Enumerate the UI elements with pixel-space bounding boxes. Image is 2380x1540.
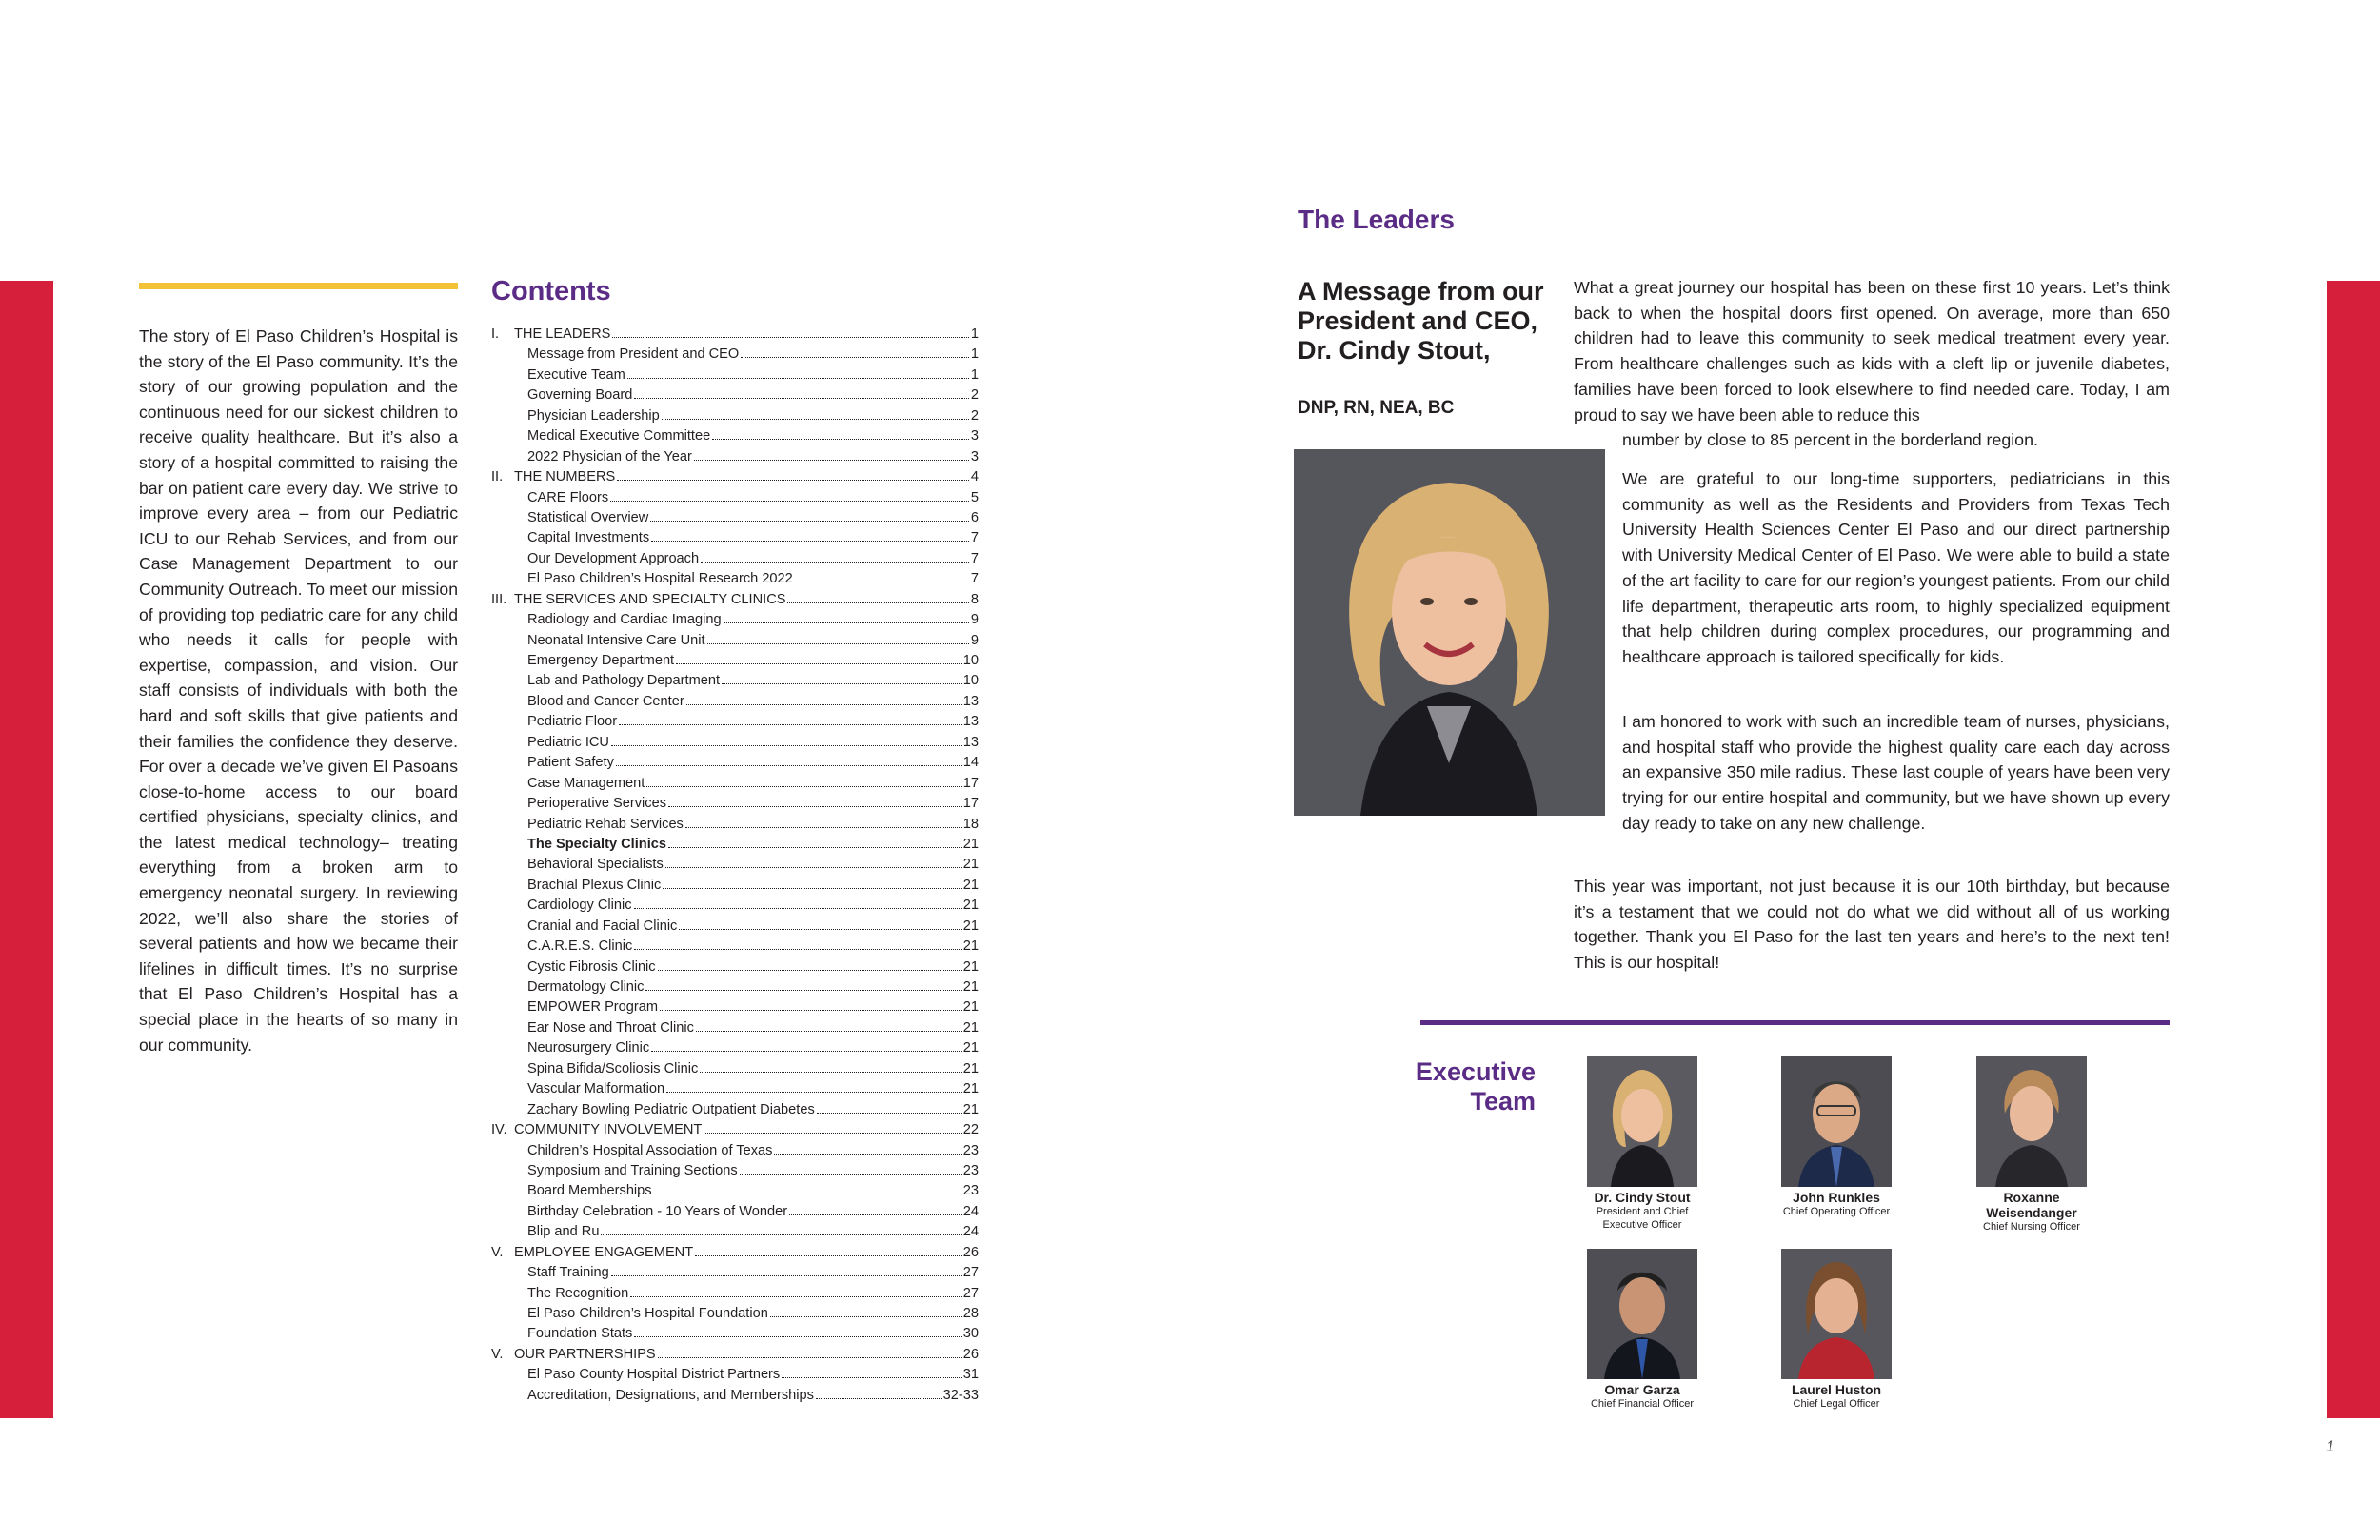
toc-row bbox=[491, 1245, 979, 1265]
toc-leader-dots bbox=[658, 969, 962, 971]
toc-page-number: 30 bbox=[962, 1326, 979, 1342]
toc-label: Executive Team bbox=[527, 366, 625, 383]
toc-page-number: 1 bbox=[970, 326, 979, 342]
toc-section-number: III. bbox=[491, 591, 507, 607]
toc-page-number: 6 bbox=[970, 509, 979, 525]
toc-leader-dots bbox=[627, 377, 969, 379]
toc-leader-dots bbox=[611, 1274, 962, 1276]
toc-label: Symposium and Training Sections bbox=[527, 1162, 738, 1178]
toc-row bbox=[491, 367, 979, 387]
toc-leader-dots bbox=[651, 1050, 962, 1052]
toc-leader-dots bbox=[662, 418, 969, 420]
toc-row bbox=[491, 326, 979, 346]
toc-leader-dots bbox=[712, 438, 969, 440]
toc-label: C.A.R.E.S. Clinic bbox=[527, 938, 633, 955]
toc-page-number: 21 bbox=[962, 999, 979, 1016]
toc-row bbox=[491, 1224, 979, 1244]
toc-page-number: 1 bbox=[970, 366, 979, 383]
toc-label: Spina Bifida/Scoliosis Clinic bbox=[527, 1060, 699, 1076]
exec-role: Chief Operating Officer bbox=[1782, 1206, 1891, 1217]
toc-section-number: I. bbox=[491, 326, 500, 342]
toc-leader-dots bbox=[816, 1397, 942, 1399]
toc-page-number: 14 bbox=[962, 755, 979, 771]
toc-leader-dots bbox=[782, 1376, 962, 1378]
toc-row bbox=[491, 469, 979, 489]
toc-row bbox=[491, 714, 979, 734]
toc-label: Statistical Overview bbox=[527, 509, 649, 525]
toc-leader-dots bbox=[654, 1193, 962, 1194]
toc-label: Capital Investments bbox=[527, 530, 650, 546]
left-red-bar bbox=[0, 281, 53, 1418]
toc-leader-dots bbox=[645, 989, 961, 991]
toc-leader-dots bbox=[668, 846, 962, 848]
toc-leader-dots bbox=[658, 1356, 962, 1358]
toc-label: THE LEADERS bbox=[514, 326, 611, 342]
toc-leader-dots bbox=[694, 459, 969, 461]
toc-label: Cranial and Facial Clinic bbox=[527, 918, 678, 934]
exec-name: John Runkles bbox=[1793, 1190, 1880, 1205]
exec-name: Laurel Huston bbox=[1791, 1382, 1882, 1397]
toc-page-number: 17 bbox=[962, 775, 979, 791]
toc-label: Zachary Bowling Pediatric Outpatient Diabetes bbox=[527, 1101, 815, 1117]
toc-leader-dots bbox=[686, 703, 962, 705]
page-number: 1 bbox=[2326, 1437, 2335, 1455]
toc-leader-dots bbox=[770, 1315, 962, 1317]
toc-page-number: 21 bbox=[962, 898, 979, 914]
executive-divider bbox=[1420, 1020, 2170, 1025]
exec-role: Chief Financial Officer bbox=[1590, 1398, 1694, 1410]
toc-row bbox=[491, 918, 979, 938]
toc-label: Dermatology Clinic bbox=[527, 979, 645, 995]
toc-leader-dots bbox=[707, 642, 969, 644]
toc-leader-dots bbox=[634, 1335, 961, 1337]
toc-row bbox=[491, 1020, 979, 1040]
toc-leader-dots bbox=[665, 866, 962, 868]
toc-page-number: 2 bbox=[970, 387, 979, 404]
toc-page-number: 23 bbox=[962, 1183, 979, 1199]
toc-page-number: 9 bbox=[970, 612, 979, 628]
toc-leader-dots bbox=[634, 397, 969, 399]
toc-leader-dots bbox=[630, 1295, 961, 1297]
toc-page-number: 21 bbox=[962, 836, 979, 852]
toc-label: Governing Board bbox=[527, 387, 633, 404]
toc-page-number: 21 bbox=[962, 857, 979, 873]
toc-label: Blood and Cancer Center bbox=[527, 693, 684, 709]
exec-photo-garza bbox=[1587, 1249, 1697, 1379]
intro-text: The story of El Paso Children’s Hospital is the story of the El Paso community. It’s the story of our growing population and the continuous need for our sickest children to receive quality healthcare. But it’s also a story of a hospital committed to raising the bar on patient care every day. We strive to improve every area – from our Pediatric ICU to our Rehab Services, and from our Case Management Department to our Community Outreach. To meet our mission of providing top pediatric care for any child who needs it calls for people with expertise, compassion, and vision. Our staff consists of individuals with both the hard and soft skills that give patients and their families the confidence they deserve. For over a decade we’ve given El Pasoans close-to-home access to our board certified physicians, specialty clinics, and the latest medical technology– treating everything from a broken arm to emergency neonatal surgery. In reviewing 2022, we’ll also share the stories of several patients and how we became their lifelines in difficult times. It’s no surprise that El Paso Children’s Hospital has a special place in the hearts of so many in our community. bbox=[139, 326, 458, 1055]
toc-page-number: 7 bbox=[970, 550, 979, 566]
toc-label: Children’s Hospital Association of Texas bbox=[527, 1142, 773, 1158]
exec-card-garza bbox=[1576, 1249, 1709, 1411]
toc-label: Message from President and CEO bbox=[527, 346, 740, 363]
toc-leader-dots bbox=[741, 356, 969, 358]
toc-row bbox=[491, 755, 979, 775]
toc-row bbox=[491, 449, 979, 469]
toc-row bbox=[491, 1061, 979, 1081]
toc-row bbox=[491, 551, 979, 571]
toc-leader-dots bbox=[676, 662, 962, 664]
executive-team-title: Executive Team bbox=[1415, 1057, 1536, 1116]
toc-label: Staff Training bbox=[527, 1265, 609, 1281]
toc-row bbox=[491, 1040, 979, 1060]
toc-leader-dots bbox=[724, 622, 969, 623]
toc-page-number: 21 bbox=[962, 979, 979, 995]
toc-section-number: V. bbox=[491, 1244, 504, 1260]
toc-label: EMPOWER Program bbox=[527, 999, 659, 1016]
toc-label: 2022 Physician of the Year bbox=[527, 448, 692, 464]
toc-label: Vascular Malformation bbox=[527, 1081, 665, 1097]
toc-page-number: 27 bbox=[962, 1285, 979, 1301]
toc-row bbox=[491, 999, 979, 1019]
toc-label: Brachial Plexus Clinic bbox=[527, 877, 662, 893]
leaders-title: The Leaders bbox=[1298, 205, 1455, 234]
toc-page-number: 21 bbox=[962, 918, 979, 934]
toc-label: OUR PARTNERSHIPS bbox=[514, 1346, 656, 1362]
toc-page-number: 21 bbox=[962, 1081, 979, 1097]
toc-label: CARE Floors bbox=[527, 489, 609, 505]
toc-page-number: 32-33 bbox=[942, 1387, 979, 1403]
toc-label: Perioperative Services bbox=[527, 796, 667, 812]
toc-leader-dots bbox=[701, 561, 969, 563]
toc-leader-dots bbox=[650, 520, 969, 522]
toc-section-number: IV. bbox=[491, 1122, 507, 1138]
toc-label: Cystic Fibrosis Clinic bbox=[527, 958, 656, 975]
toc-leader-dots bbox=[617, 479, 969, 481]
toc-row bbox=[491, 428, 979, 448]
toc-page-number: 10 bbox=[962, 673, 979, 689]
toc-leader-dots bbox=[696, 1030, 962, 1032]
toc-label: Accreditation, Designations, and Memberships bbox=[527, 1387, 814, 1403]
toc-page-number: 5 bbox=[970, 489, 979, 505]
toc-row bbox=[491, 1163, 979, 1183]
toc-label: Neurosurgery Clinic bbox=[527, 1040, 650, 1056]
toc-label: El Paso County Hospital District Partners bbox=[527, 1367, 781, 1383]
exec-card-runkles bbox=[1770, 1056, 1903, 1218]
toc-leader-dots bbox=[616, 764, 962, 766]
toc-leader-dots bbox=[795, 581, 969, 582]
toc-page-number: 31 bbox=[962, 1367, 979, 1383]
toc-row bbox=[491, 571, 979, 591]
toc-page-number: 21 bbox=[962, 1040, 979, 1056]
toc-page-number: 2 bbox=[970, 407, 979, 424]
toc-row bbox=[491, 817, 979, 837]
toc-page-number: 21 bbox=[962, 877, 979, 893]
toc-page-number: 28 bbox=[962, 1306, 979, 1321]
toc-page-number: 8 bbox=[970, 591, 979, 607]
toc-label: Our Development Approach bbox=[527, 550, 700, 566]
toc-page-number: 24 bbox=[962, 1203, 979, 1219]
toc-row bbox=[491, 490, 979, 510]
toc-leader-dots bbox=[679, 928, 961, 930]
exec-photo-huston bbox=[1781, 1249, 1892, 1379]
toc-row bbox=[491, 1326, 979, 1346]
toc-row bbox=[491, 735, 979, 755]
toc-page-number: 21 bbox=[962, 938, 979, 955]
toc-label: Neonatal Intensive Care Unit bbox=[527, 632, 705, 648]
toc-leader-dots bbox=[651, 540, 969, 542]
toc-row bbox=[491, 1306, 979, 1326]
toc-row bbox=[491, 979, 979, 999]
toc-label: Patient Safety bbox=[527, 755, 614, 771]
toc-page-number: 21 bbox=[962, 1019, 979, 1036]
letter-paragraph-3: I am honored to work with such an incredible team of nurses, physicians, and hospital staff who provide the highest quality care each day across an expansive 350 mile radius. These last couple of years have been very trying for our entire hospital and community, but we have shown up every day ready to take on any new challenge. bbox=[1622, 712, 2170, 833]
table-of-contents bbox=[491, 326, 979, 1408]
toc-label: Pediatric Rehab Services bbox=[527, 816, 684, 832]
toc-row bbox=[491, 1204, 979, 1224]
toc-leader-dots bbox=[685, 826, 962, 828]
toc-page-number: 10 bbox=[962, 653, 979, 668]
toc-label: Board Memberships bbox=[527, 1183, 652, 1199]
toc-page-number: 7 bbox=[970, 571, 979, 587]
toc-page-number: 26 bbox=[962, 1346, 979, 1362]
toc-leader-dots bbox=[646, 785, 961, 787]
toc-label: Medical Executive Committee bbox=[527, 428, 711, 444]
contents-title: Contents bbox=[491, 276, 611, 306]
toc-label: El Paso Children’s Hospital Research 2022 bbox=[527, 571, 793, 587]
toc-label: The Recognition bbox=[527, 1285, 629, 1301]
toc-label: COMMUNITY INVOLVEMENT bbox=[514, 1122, 703, 1138]
toc-row bbox=[491, 1102, 979, 1122]
toc-label: Ear Nose and Throat Clinic bbox=[527, 1019, 694, 1036]
toc-label: Pediatric Floor bbox=[527, 714, 618, 730]
toc-row bbox=[491, 1388, 979, 1408]
message-credentials: DNP, RN, NEA, BC bbox=[1298, 398, 1455, 418]
exec-photo-weisendanger bbox=[1976, 1056, 2087, 1187]
toc-label: The Specialty Clinics bbox=[527, 836, 666, 852]
toc-row bbox=[491, 837, 979, 857]
toc-row bbox=[491, 673, 979, 693]
toc-page-number: 3 bbox=[970, 428, 979, 444]
toc-leader-dots bbox=[695, 1254, 962, 1256]
toc-label: EMPLOYEE ENGAGEMENT bbox=[514, 1244, 694, 1260]
toc-leader-dots bbox=[774, 1153, 961, 1155]
toc-row bbox=[491, 653, 979, 673]
toc-row bbox=[491, 776, 979, 796]
toc-label: Blip and Ru bbox=[527, 1224, 600, 1240]
toc-leader-dots bbox=[634, 948, 961, 950]
toc-row bbox=[491, 1367, 979, 1387]
toc-leader-dots bbox=[789, 1214, 962, 1215]
toc-page-number: 3 bbox=[970, 448, 979, 464]
toc-row bbox=[491, 1347, 979, 1367]
toc-page-number: 1 bbox=[970, 346, 979, 363]
toc-row bbox=[491, 878, 979, 898]
toc-row bbox=[491, 633, 979, 653]
letter-paragraph-4: This year was important, not just because it is our 10th birthday, but because it’s a testament that we could not do what we did without all of us working together. Thank you El Paso for the last ten years and here’s to the next ten! This is our hospital! bbox=[1574, 877, 2170, 973]
exec-name: Roxanne Weisendanger bbox=[1986, 1190, 2077, 1220]
toc-page-number: 26 bbox=[962, 1244, 979, 1260]
letter-paragraph-1a: What a great journey our hospital has been on these first 10 years. Let’s think back to when the hospital doors first opened. On average, more than 650 children had to leave this community to seek medical treatment every year. From healthcare challenges such as kids with a cleft lip or juvenile diabetes, families have been forced to look elsewhere to find needed care. Today, I am proud to say we have been able to reduce this bbox=[1574, 278, 2170, 424]
toc-section-number: V. bbox=[491, 1346, 504, 1362]
toc-leader-dots bbox=[740, 1173, 962, 1175]
toc-page-number: 4 bbox=[970, 469, 979, 485]
toc-label: THE SERVICES AND SPECIALTY CLINICS bbox=[514, 591, 786, 607]
toc-row bbox=[491, 694, 979, 714]
right-red-bar bbox=[2327, 281, 2380, 1418]
toc-row bbox=[491, 1183, 979, 1203]
toc-page-number: 21 bbox=[962, 1060, 979, 1076]
toc-row bbox=[491, 530, 979, 550]
toc-leader-dots bbox=[611, 744, 962, 746]
toc-label: Case Management bbox=[527, 775, 645, 791]
exec-card-weisendanger bbox=[1965, 1056, 2098, 1234]
toc-row bbox=[491, 857, 979, 877]
gold-accent-rule bbox=[139, 283, 458, 289]
toc-leader-dots bbox=[700, 1071, 962, 1073]
toc-label: Birthday Celebration - 10 Years of Wonder bbox=[527, 1203, 788, 1219]
ceo-portrait bbox=[1294, 449, 1605, 816]
toc-row bbox=[491, 959, 979, 979]
toc-leader-dots bbox=[787, 602, 968, 603]
toc-page-number: 7 bbox=[970, 530, 979, 546]
toc-label: El Paso Children’s Hospital Foundation bbox=[527, 1306, 768, 1321]
toc-page-number: 27 bbox=[962, 1265, 979, 1281]
toc-row bbox=[491, 1143, 979, 1163]
toc-page-number: 24 bbox=[962, 1224, 979, 1240]
exec-photo-stout bbox=[1587, 1056, 1697, 1187]
toc-leader-dots bbox=[619, 723, 962, 725]
exec-role: Chief Legal Officer bbox=[1793, 1398, 1880, 1410]
toc-label: Lab and Pathology Department bbox=[527, 673, 721, 689]
toc-label: Physician Leadership bbox=[527, 407, 660, 424]
toc-row bbox=[491, 592, 979, 612]
toc-page-number: 17 bbox=[962, 796, 979, 812]
toc-page-number: 18 bbox=[962, 816, 979, 832]
toc-label: THE NUMBERS bbox=[514, 469, 616, 485]
toc-leader-dots bbox=[601, 1234, 961, 1235]
toc-section-number: II. bbox=[491, 469, 504, 485]
exec-name: Dr. Cindy Stout bbox=[1594, 1190, 1691, 1205]
toc-page-number: 23 bbox=[962, 1142, 979, 1158]
toc-row bbox=[491, 387, 979, 407]
exec-photo-runkles bbox=[1781, 1056, 1892, 1187]
toc-row bbox=[491, 796, 979, 816]
toc-page-number: 13 bbox=[962, 734, 979, 750]
toc-label: Foundation Stats bbox=[527, 1326, 633, 1342]
toc-page-number: 22 bbox=[962, 1122, 979, 1138]
toc-label: Emergency Department bbox=[527, 653, 675, 668]
toc-leader-dots bbox=[663, 887, 961, 889]
toc-row bbox=[491, 898, 979, 918]
exec-card-huston bbox=[1770, 1249, 1903, 1411]
letter-paragraph-1b: number by close to 85 percent in the borderland region. bbox=[1622, 430, 2038, 449]
toc-row bbox=[491, 612, 979, 632]
toc-row bbox=[491, 1286, 979, 1306]
toc-row bbox=[491, 1122, 979, 1142]
toc-row bbox=[491, 1265, 979, 1285]
toc-leader-dots bbox=[666, 1091, 962, 1093]
toc-label: Behavioral Specialists bbox=[527, 857, 664, 873]
toc-label: Cardiology Clinic bbox=[527, 898, 632, 914]
exec-name: Omar Garza bbox=[1604, 1382, 1680, 1397]
exec-role: President and Chief Executive Officer bbox=[1596, 1206, 1689, 1231]
toc-page-number: 13 bbox=[962, 693, 979, 709]
toc-row bbox=[491, 346, 979, 366]
toc-row bbox=[491, 938, 979, 958]
toc-label: Pediatric ICU bbox=[527, 734, 609, 750]
toc-page-number: 21 bbox=[962, 1101, 979, 1117]
toc-page-number: 9 bbox=[970, 632, 979, 648]
toc-leader-dots bbox=[612, 336, 969, 338]
exec-card-stout bbox=[1576, 1056, 1709, 1232]
toc-page-number: 23 bbox=[962, 1162, 979, 1178]
toc-label: Radiology and Cardiac Imaging bbox=[527, 612, 722, 628]
toc-page-number: 21 bbox=[962, 958, 979, 975]
letter-paragraph-2: We are grateful to our long-time supporters, pediatricians in this community as well as the Residents and Providers from Texas Tech University Health Sciences Center El Paso and our direct partnership with University Medical Center of El Paso. We were able to build a state of the art facility to care for our region’s youngest patients. From our child life department, therapeutic arts room, to highly specialized equipment that help children during complex procedures, our programming and healthcare approach is tailored specifically for kids. bbox=[1622, 469, 2170, 666]
toc-leader-dots bbox=[704, 1132, 961, 1134]
toc-row bbox=[491, 510, 979, 530]
message-heading: A Message from our President and CEO, Dr. Cindy Stout, bbox=[1298, 277, 1544, 365]
toc-leader-dots bbox=[610, 500, 969, 502]
toc-row bbox=[491, 1081, 979, 1101]
toc-leader-dots bbox=[668, 805, 962, 807]
toc-row bbox=[491, 408, 979, 428]
toc-page-number: 13 bbox=[962, 714, 979, 730]
toc-leader-dots bbox=[634, 907, 962, 909]
toc-leader-dots bbox=[660, 1009, 962, 1011]
exec-role: Chief Nursing Officer bbox=[1983, 1221, 2080, 1233]
toc-leader-dots bbox=[817, 1112, 962, 1114]
toc-leader-dots bbox=[722, 682, 962, 684]
